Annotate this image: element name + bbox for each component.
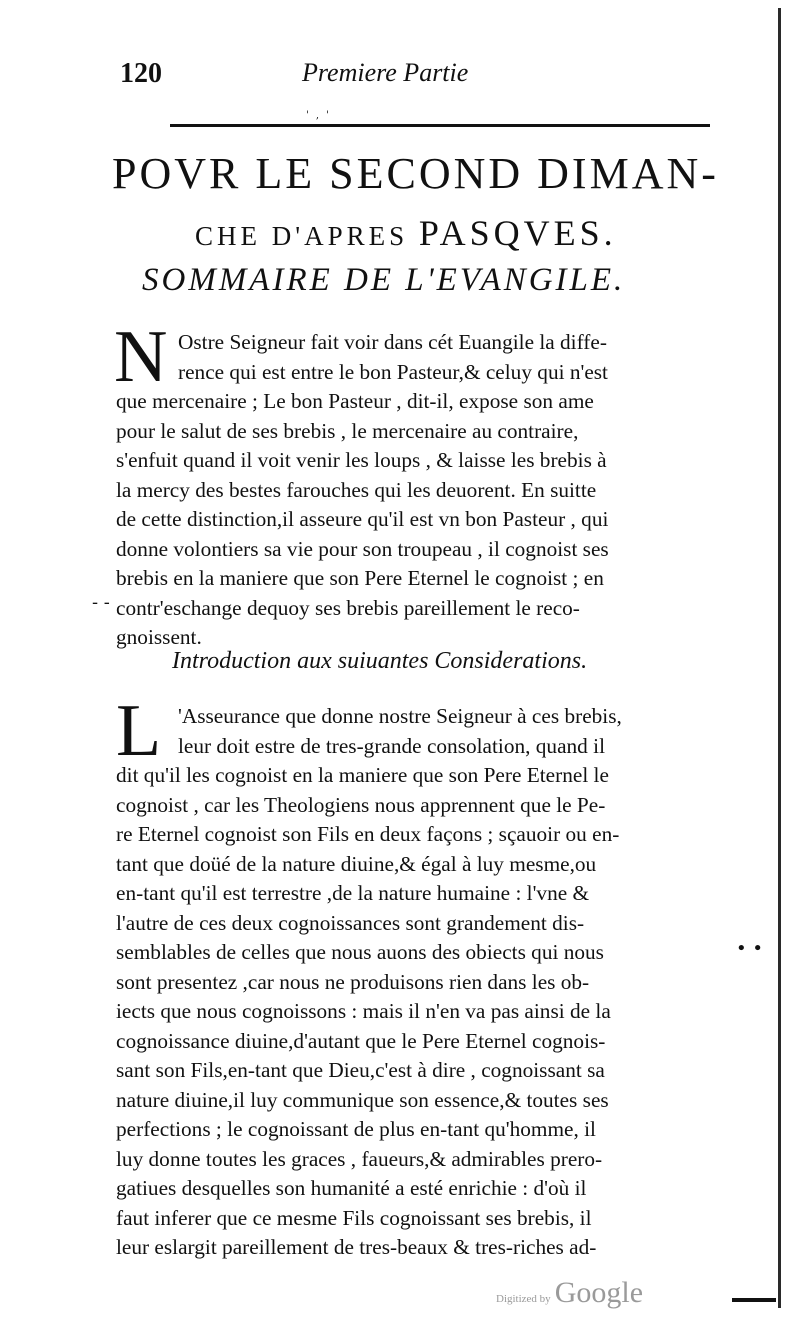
introduction-heading: Introduction aux suiuantes Considerations. <box>172 648 588 674</box>
summary-dropcap: N <box>114 316 168 398</box>
text-line: que mercenaire ; Le bon Pasteur , dit-il, expose son ame <box>116 389 594 413</box>
header-rule <box>170 124 710 127</box>
text-line: leur doit estre de tres-grande consolation, quand il <box>178 733 605 758</box>
text-line: 'Asseurance que donne nostre Seigneur à ces brebis, <box>178 704 622 728</box>
footer-dash <box>732 1298 776 1302</box>
introduction-dropcap: L <box>116 690 162 772</box>
chapter-title-line2 <box>195 212 617 254</box>
chapter-title-line1: POVR LE SECOND DIMAN- <box>112 149 719 198</box>
text-line: rence qui est entre le bon Pasteur,& celuy qui n'est <box>178 359 608 384</box>
text-line: iects que nous cognoissons : mais il n'en va pas ainsi de la <box>116 999 611 1023</box>
margin-dots-mark: • • <box>736 938 763 959</box>
text-line: la mercy des bestes farouches qui les deuorent. En suitte <box>116 477 597 502</box>
text-line: leur eslargit pareillement de tres-beaux & tres-riches ad- <box>116 1235 597 1259</box>
page-edge-shadow <box>778 8 781 1308</box>
page-header <box>112 58 702 94</box>
introduction-paragraph <box>116 702 708 1263</box>
text-line: s'enfuit quand il voit venir les loups , & laisse les brebis à <box>116 448 607 472</box>
text-line: gnoissent. <box>116 625 202 649</box>
text-line: Ostre Seigneur fait voir dans cét Euangile la diffe- <box>178 330 607 354</box>
text-line: en-tant qu'il est terrestre ,de la nature humaine : l'vne & <box>116 881 590 905</box>
text-line: tant que doüé de la nature diuine,& égal à luy mesme,ou <box>116 851 597 876</box>
rule-marks: ' , ' <box>306 110 332 121</box>
running-title: Premiere Partie <box>302 58 469 87</box>
text-line: sant son Fils,en-tant que Dieu,c'est à dire , cognoissant sa <box>116 1058 605 1082</box>
text-line: gatiues desquelles son humanité a esté enrichie : d'où il <box>116 1176 587 1200</box>
watermark-prefix: Digitized by <box>496 1293 551 1305</box>
text-line: pour le salut de ses brebis , le mercenaire au contraire, <box>116 418 579 443</box>
chapter-title-line2-lead: CHE D'APRES <box>195 221 409 251</box>
text-line: sont presentez ,car nous ne produisons rien dans les ob- <box>116 969 590 994</box>
margin-dash-mark: - - <box>92 592 110 613</box>
text-line: semblables de celles que nous auons des obiects qui nous <box>116 940 604 964</box>
summary-paragraph <box>116 328 708 653</box>
text-line: nature diuine,il luy communique son essence,& toutes ses <box>116 1087 609 1112</box>
text-line: re Eternel cognoist son Fils en deux façons ; sçauoir ou en- <box>116 822 620 846</box>
text-line: contr'eschange dequoy ses brebis pareillement le reco- <box>116 595 580 620</box>
summary-heading: SOMMAIRE DE L'EVANGILE. <box>142 262 626 298</box>
chapter-title-line2-word: PASQVES. <box>418 213 617 253</box>
google-logo: Google <box>554 1276 644 1309</box>
text-line: dit qu'il les cognoist en la maniere que son Pere Eternel le <box>116 763 609 787</box>
text-line: donne volontiers sa vie pour son troupeau , il cognoist ses <box>116 536 609 561</box>
digitization-watermark <box>496 1276 643 1310</box>
page-number: 120 <box>120 58 162 89</box>
text-line: luy donne toutes les graces , faueurs,& admirables prero- <box>116 1146 603 1171</box>
text-line: l'autre de ces deux cognoissances sont grandement dis- <box>116 910 585 935</box>
text-line: faut inferer que ce mesme Fils cognoissant ses brebis, il <box>116 1205 592 1230</box>
text-line: cognoist , car les Theologiens nous apprennent que le Pe- <box>116 792 606 817</box>
text-line: perfections ; le cognoissant de plus en-tant qu'homme, il <box>116 1117 596 1141</box>
text-line: brebis en la maniere que son Pere Eternel le cognoist ; en <box>116 566 604 590</box>
text-line: de cette distinction,il asseure qu'il est vn bon Pasteur , qui <box>116 507 609 531</box>
text-line: cognoissance diuine,d'autant que le Pere Eternel cognois- <box>116 1028 606 1053</box>
